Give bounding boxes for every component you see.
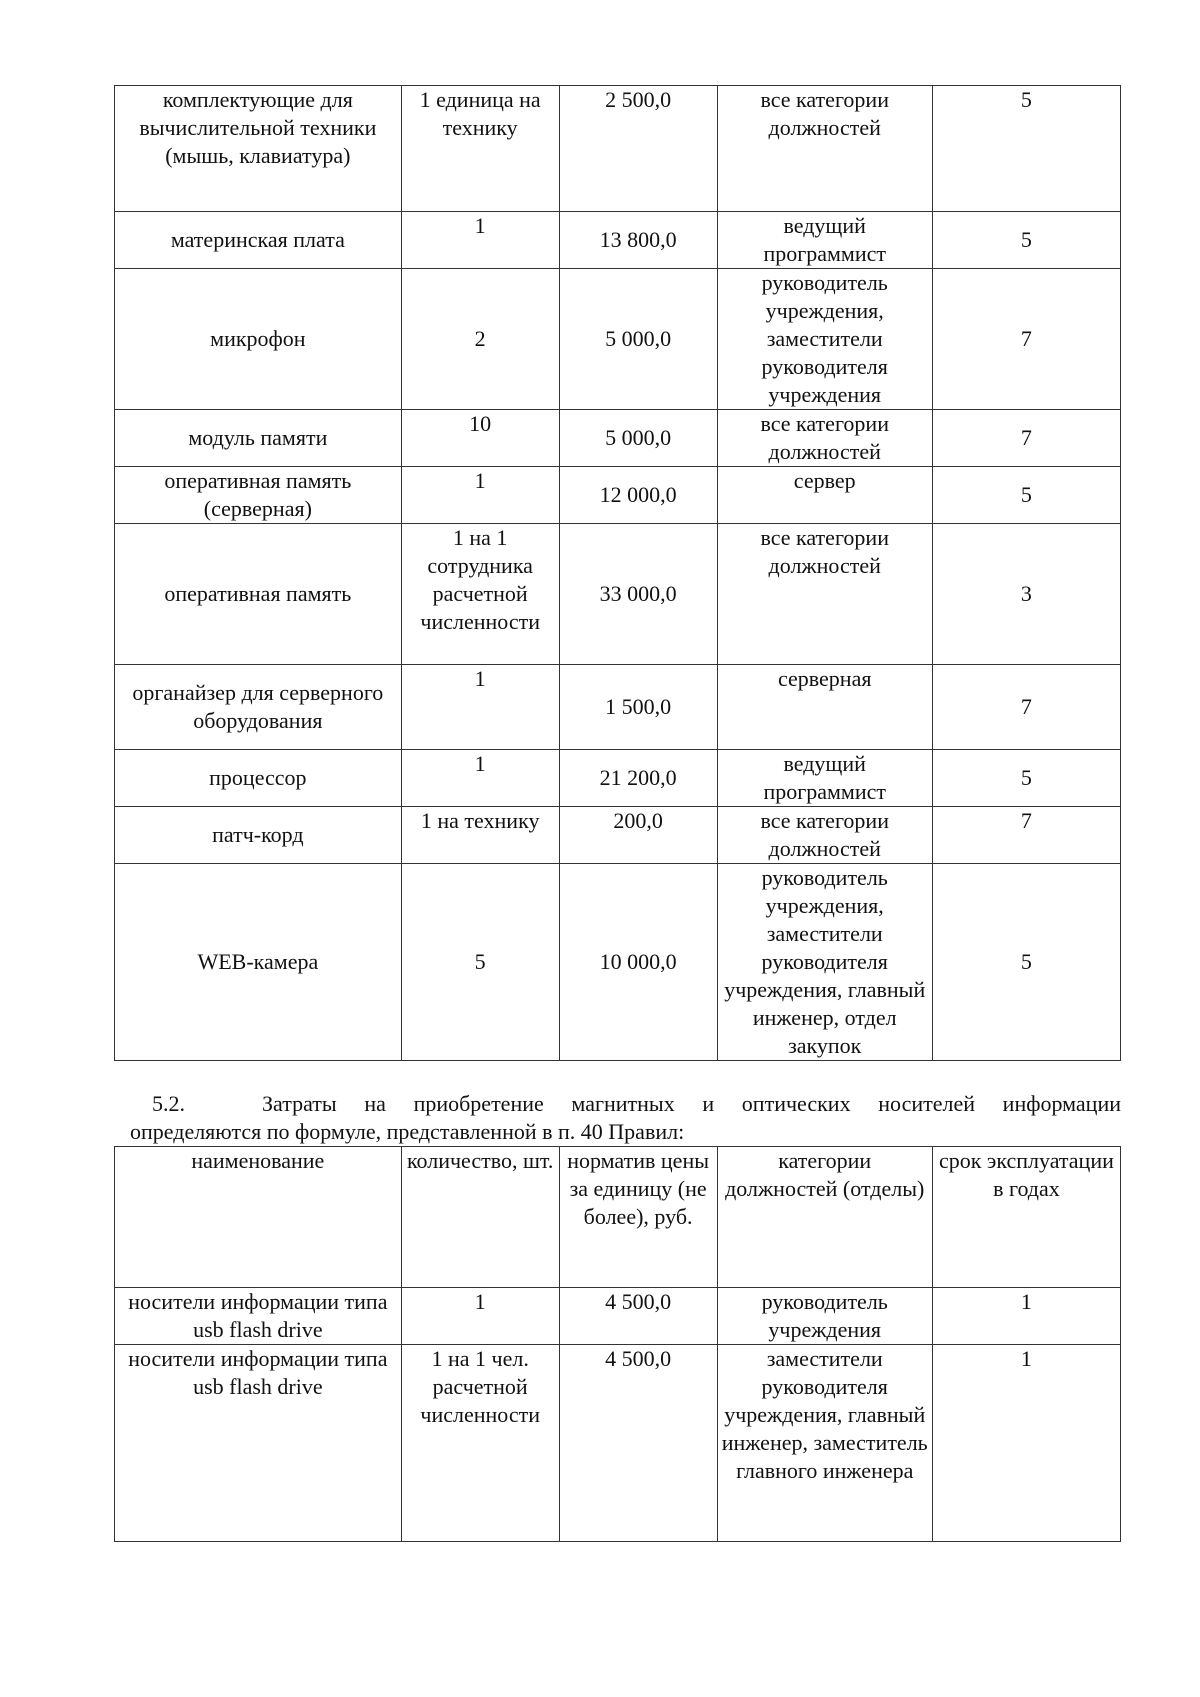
- item-quantity: 1 единица на технику: [401, 86, 559, 212]
- table-row: [115, 212, 1121, 269]
- item-term: 3: [932, 524, 1120, 665]
- item-quantity: 5: [401, 864, 559, 1061]
- item-name: патч-корд: [115, 807, 402, 864]
- item-name: органайзер для серверного оборудования: [115, 665, 402, 750]
- item-name: процессор: [115, 750, 402, 807]
- item-price: 33 000,0: [559, 524, 717, 665]
- item-name: WEB-камера: [115, 864, 402, 1061]
- item-quantity: 1: [401, 665, 559, 750]
- item-category: все категории должностей: [717, 410, 932, 467]
- table-row: [115, 665, 1121, 750]
- item-quantity: 2: [401, 269, 559, 410]
- item-price: 4 500,0: [559, 1288, 717, 1345]
- item-name: носители информации типа usb flash drive: [115, 1345, 402, 1542]
- item-category: ведущий программист: [717, 750, 932, 807]
- item-price: 21 200,0: [559, 750, 717, 807]
- paragraph-line-1: [152, 1090, 1121, 1118]
- table-row: [115, 269, 1121, 410]
- item-price: 12 000,0: [559, 467, 717, 524]
- item-term: 1: [932, 1288, 1120, 1345]
- item-quantity: 1: [401, 212, 559, 269]
- item-price: 5 000,0: [559, 410, 717, 467]
- item-name: модуль памяти: [115, 410, 402, 467]
- item-quantity: 1 на 1 чел. расчетной численности: [401, 1345, 559, 1542]
- header-quantity: количество, шт.: [401, 1147, 559, 1288]
- item-term: 5: [932, 864, 1120, 1061]
- table-row: [115, 1345, 1121, 1542]
- item-price: 13 800,0: [559, 212, 717, 269]
- item-price: 2 500,0: [559, 86, 717, 212]
- item-quantity: 10: [401, 410, 559, 467]
- item-category: серверная: [717, 665, 932, 750]
- item-name: материнская плата: [115, 212, 402, 269]
- item-quantity: 1: [401, 467, 559, 524]
- paragraph-number: 5.2.: [152, 1091, 185, 1116]
- item-name: комплектующие для вычислительной техники (мышь, клавиатура): [115, 86, 402, 212]
- item-category: ведущий программист: [717, 212, 932, 269]
- item-term: 7: [932, 410, 1120, 467]
- table-row: [115, 410, 1121, 467]
- header-name: наименование: [115, 1147, 402, 1288]
- item-name: оперативная память (серверная): [115, 467, 402, 524]
- item-name: оперативная память: [115, 524, 402, 665]
- item-term: 7: [932, 807, 1120, 864]
- table-row: [115, 467, 1121, 524]
- table-row: [115, 524, 1121, 665]
- item-term: 7: [932, 269, 1120, 410]
- item-term: 7: [932, 665, 1120, 750]
- item-price: 10 000,0: [559, 864, 717, 1061]
- item-category: все категории должностей: [717, 86, 932, 212]
- table-row: [115, 807, 1121, 864]
- item-quantity: 1: [401, 1288, 559, 1345]
- header-price: норматив цены за единицу (не более), руб.: [559, 1147, 717, 1288]
- storage-media-table: [114, 1146, 1121, 1542]
- table-row: [115, 750, 1121, 807]
- item-category: заместители руководителя учреждения, главный инженер, заместитель главного инженера: [717, 1345, 932, 1542]
- item-category: сервер: [717, 467, 932, 524]
- item-term: 5: [932, 467, 1120, 524]
- item-category: руководитель учреждения, заместители руководителя учреждения: [717, 269, 932, 410]
- components-table: [114, 85, 1121, 1061]
- item-name: носители информации типа usb flash drive: [115, 1288, 402, 1345]
- header-term: срок эксплуатации в годах: [932, 1147, 1120, 1288]
- item-price: 5 000,0: [559, 269, 717, 410]
- item-term: 5: [932, 86, 1120, 212]
- table-row: [115, 864, 1121, 1061]
- item-category: все категории должностей: [717, 524, 932, 665]
- header-category: категории должностей (отделы): [717, 1147, 932, 1288]
- item-quantity: 1: [401, 750, 559, 807]
- paragraph-line-2: определяются по формуле, представленной в п. 40 Правил:: [130, 1119, 685, 1144]
- item-category: руководитель учреждения: [717, 1288, 932, 1345]
- item-term: 5: [932, 750, 1120, 807]
- item-name: микрофон: [115, 269, 402, 410]
- item-quantity: 1 на технику: [401, 807, 559, 864]
- item-price: 4 500,0: [559, 1345, 717, 1542]
- paragraph-text-1: Затраты на приобретение магнитных и оптических носителей информации: [262, 1091, 1121, 1116]
- item-category: все категории должностей: [717, 807, 932, 864]
- item-price: 1 500,0: [559, 665, 717, 750]
- table-row: [115, 1288, 1121, 1345]
- item-price: 200,0: [559, 807, 717, 864]
- table-header-row: [115, 1147, 1121, 1288]
- item-term: 1: [932, 1345, 1120, 1542]
- item-category: руководитель учреждения, заместители руководителя учреждения, главный инженер, отдел закупок: [717, 864, 932, 1061]
- item-quantity: 1 на 1 сотрудника расчетной численности: [401, 524, 559, 665]
- table-row: [115, 86, 1121, 212]
- item-term: 5: [932, 212, 1120, 269]
